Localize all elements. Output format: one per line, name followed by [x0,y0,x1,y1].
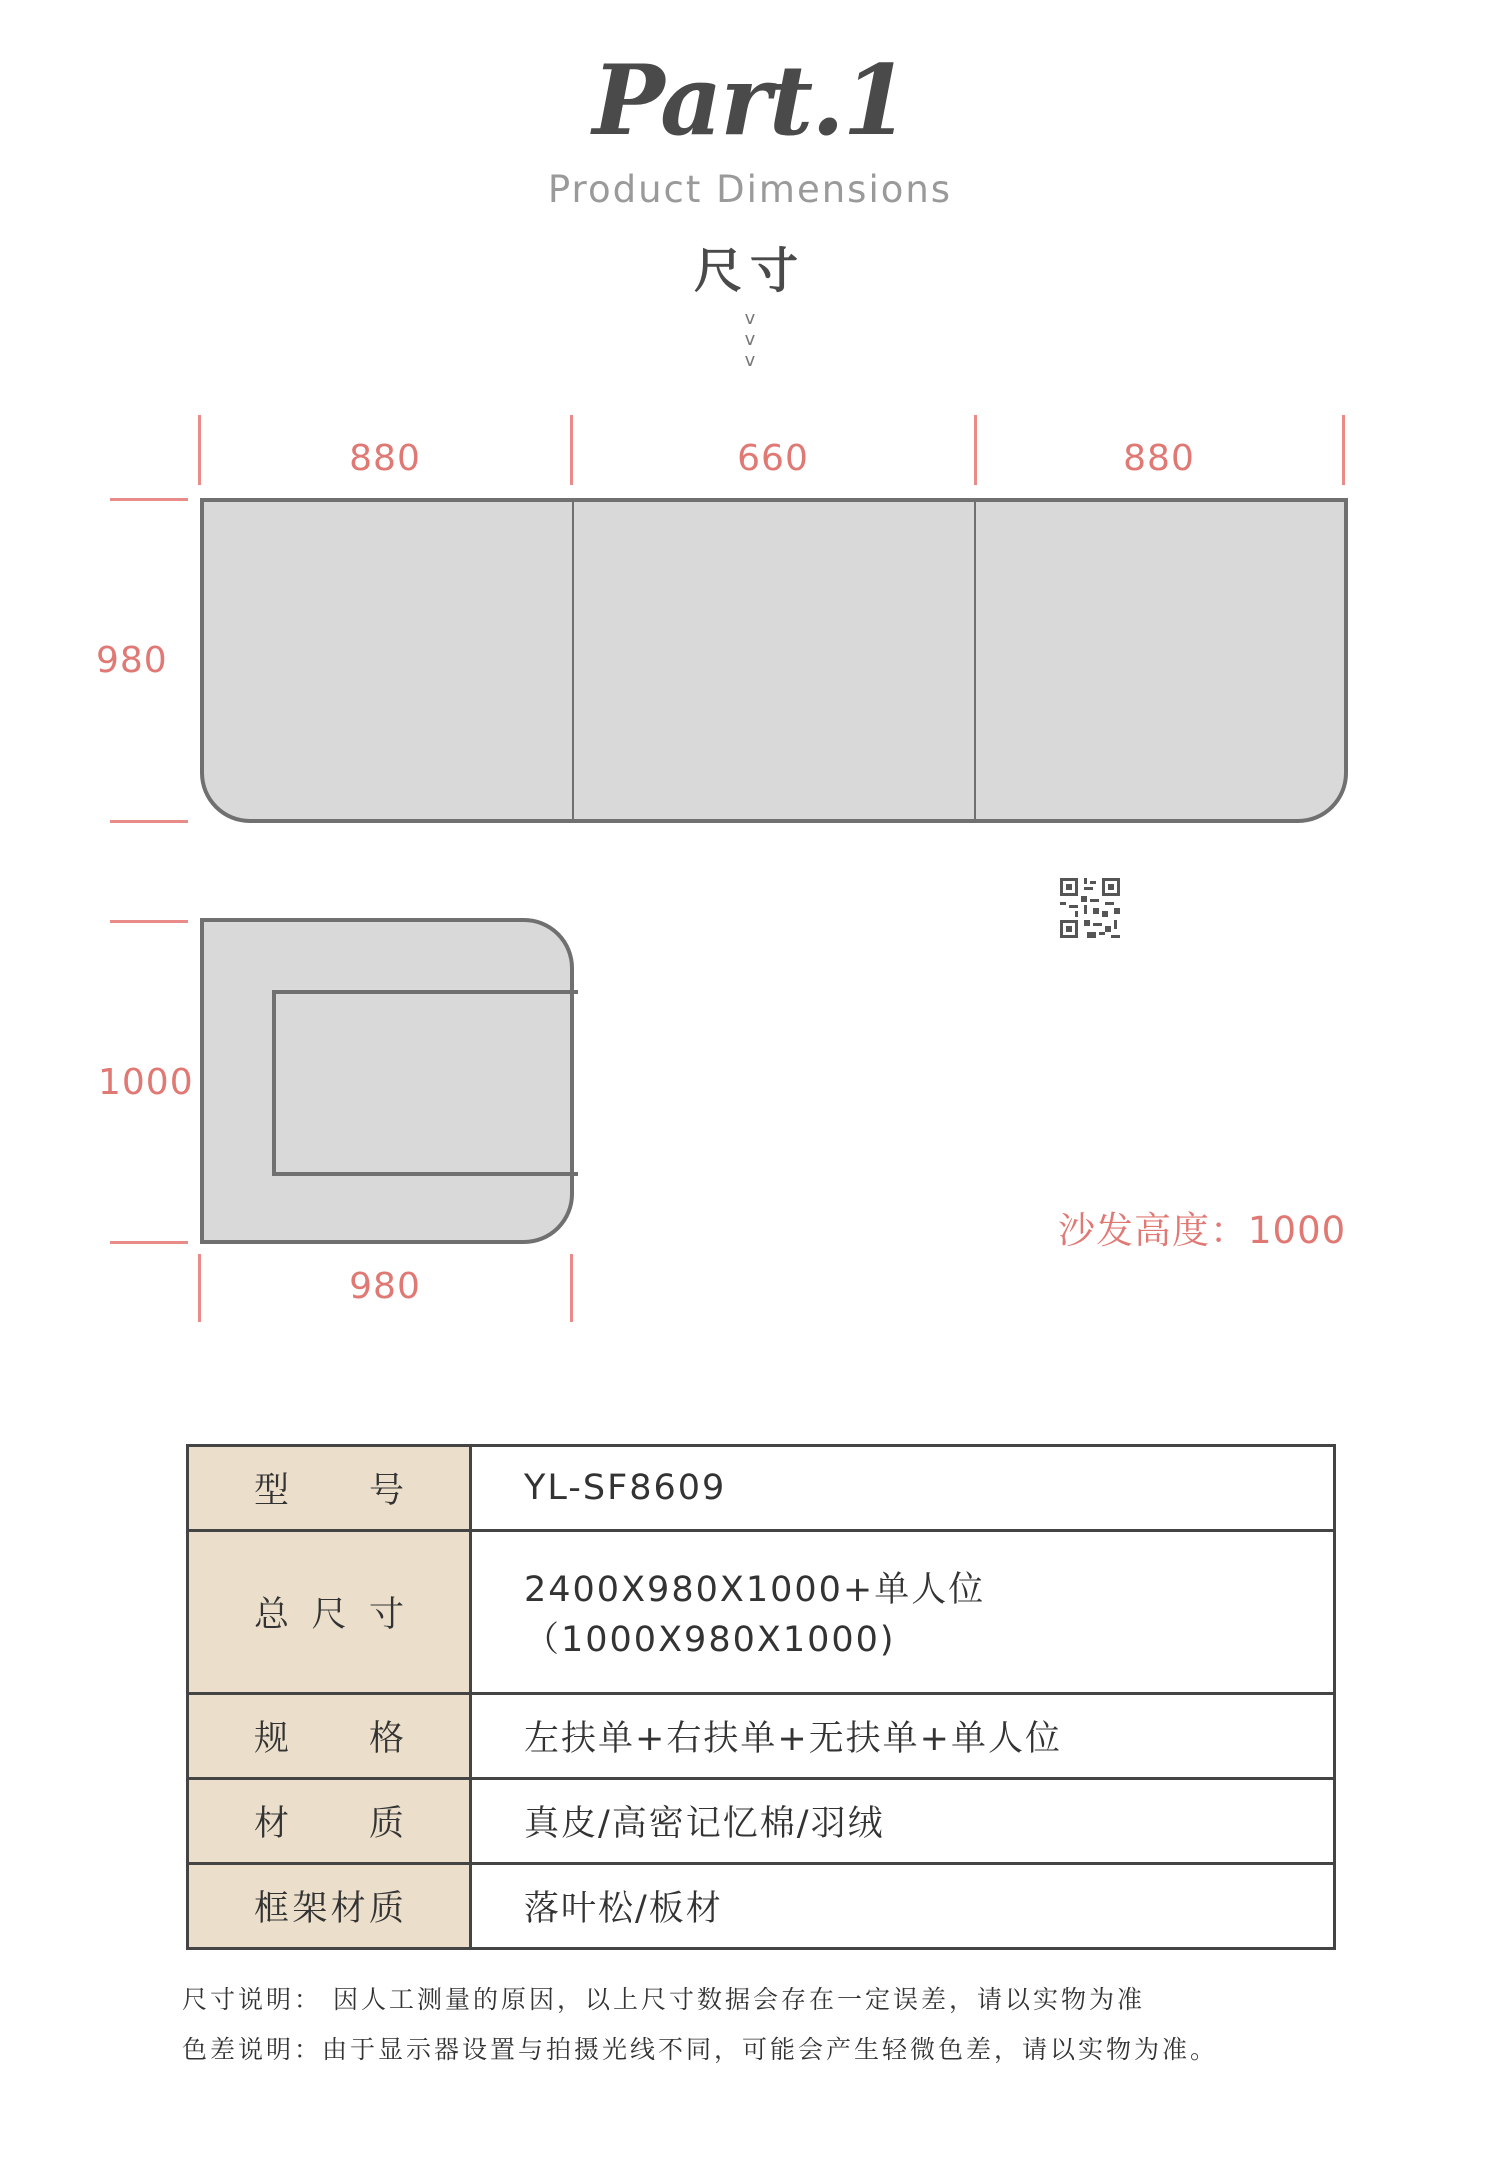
subtitle: Product Dimensions [547,168,953,211]
table-row [188,1693,1335,1778]
single-seat-sofa [200,918,574,1244]
row-label [188,1693,471,1778]
row-value: 落叶松/板材 [471,1863,1335,1948]
chevron-glyph: v [744,329,756,350]
row-value: YL-SF8609 [471,1446,1335,1531]
chevron-glyph: v [744,308,756,329]
part-title: Part.1 [592,44,908,157]
single-seat-cushion [272,990,578,1176]
chevron-glyph: v [744,350,756,371]
table-row [188,1778,1335,1863]
spec-table [186,1444,1336,1950]
label-char: 质 [368,1803,404,1844]
label-char: 寸 [368,1594,404,1635]
dimension-tick [110,498,188,501]
sofa-seat-left-arm [200,498,574,823]
sofa-height-label: 沙发高度：1000 [1058,1209,1347,1252]
chevron-down-icon [0,308,1500,371]
sofa-seat-no-arm [572,498,976,823]
label-char: 号 [368,1471,404,1512]
row-label [188,1863,471,1948]
label-char: 格 [368,1718,404,1759]
dimension-tick [110,1241,188,1244]
label-char: 总 [254,1594,290,1635]
table-row [188,1446,1335,1531]
width-label-middle: 660 [737,438,809,479]
color-note: 色差说明：由于显示器设置与拍摄光线不同，可能会产生轻微色差，请以实物为准。 [182,2035,1219,2064]
dimension-tick [570,1254,573,1322]
label-char: 尺 [311,1594,347,1635]
row-label [188,1778,471,1863]
table-row [188,1863,1335,1948]
label-char: 型 [254,1471,290,1512]
dimension-tick [1342,415,1345,485]
width-label-single: 980 [349,1266,421,1307]
row-value: 真皮/高密记忆棉/羽绒 [471,1778,1335,1863]
dimension-tick [110,820,188,823]
label-char: 材 [254,1803,290,1844]
dimension-tick [110,920,188,923]
size-note: 尺寸说明： 因人工测量的原因，以上尺寸数据会存在一定误差，请以实物为准 [182,1985,1145,2014]
label-char: 材 [330,1888,366,1929]
row-label [188,1446,471,1531]
sofa-seat-right-arm [974,498,1348,823]
width-label-left: 880 [349,438,421,479]
width-label-right: 880 [1123,438,1195,479]
label-char: 框 [254,1888,290,1929]
row-label [188,1531,471,1694]
label-char: 规 [254,1718,290,1759]
row-value: 左扶单+右扶单+无扶单+单人位 [471,1693,1335,1778]
label-char: 质 [368,1888,404,1929]
depth-label-single: 1000 [98,1062,194,1103]
row-value: 2400X980X1000+单人位（1000X980X1000) [471,1531,1335,1694]
depth-label-top: 980 [96,640,168,681]
section-heading: 尺寸 [693,243,806,299]
label-char: 架 [292,1888,328,1929]
table-row [188,1531,1335,1694]
qr-code-icon [1060,878,1120,938]
